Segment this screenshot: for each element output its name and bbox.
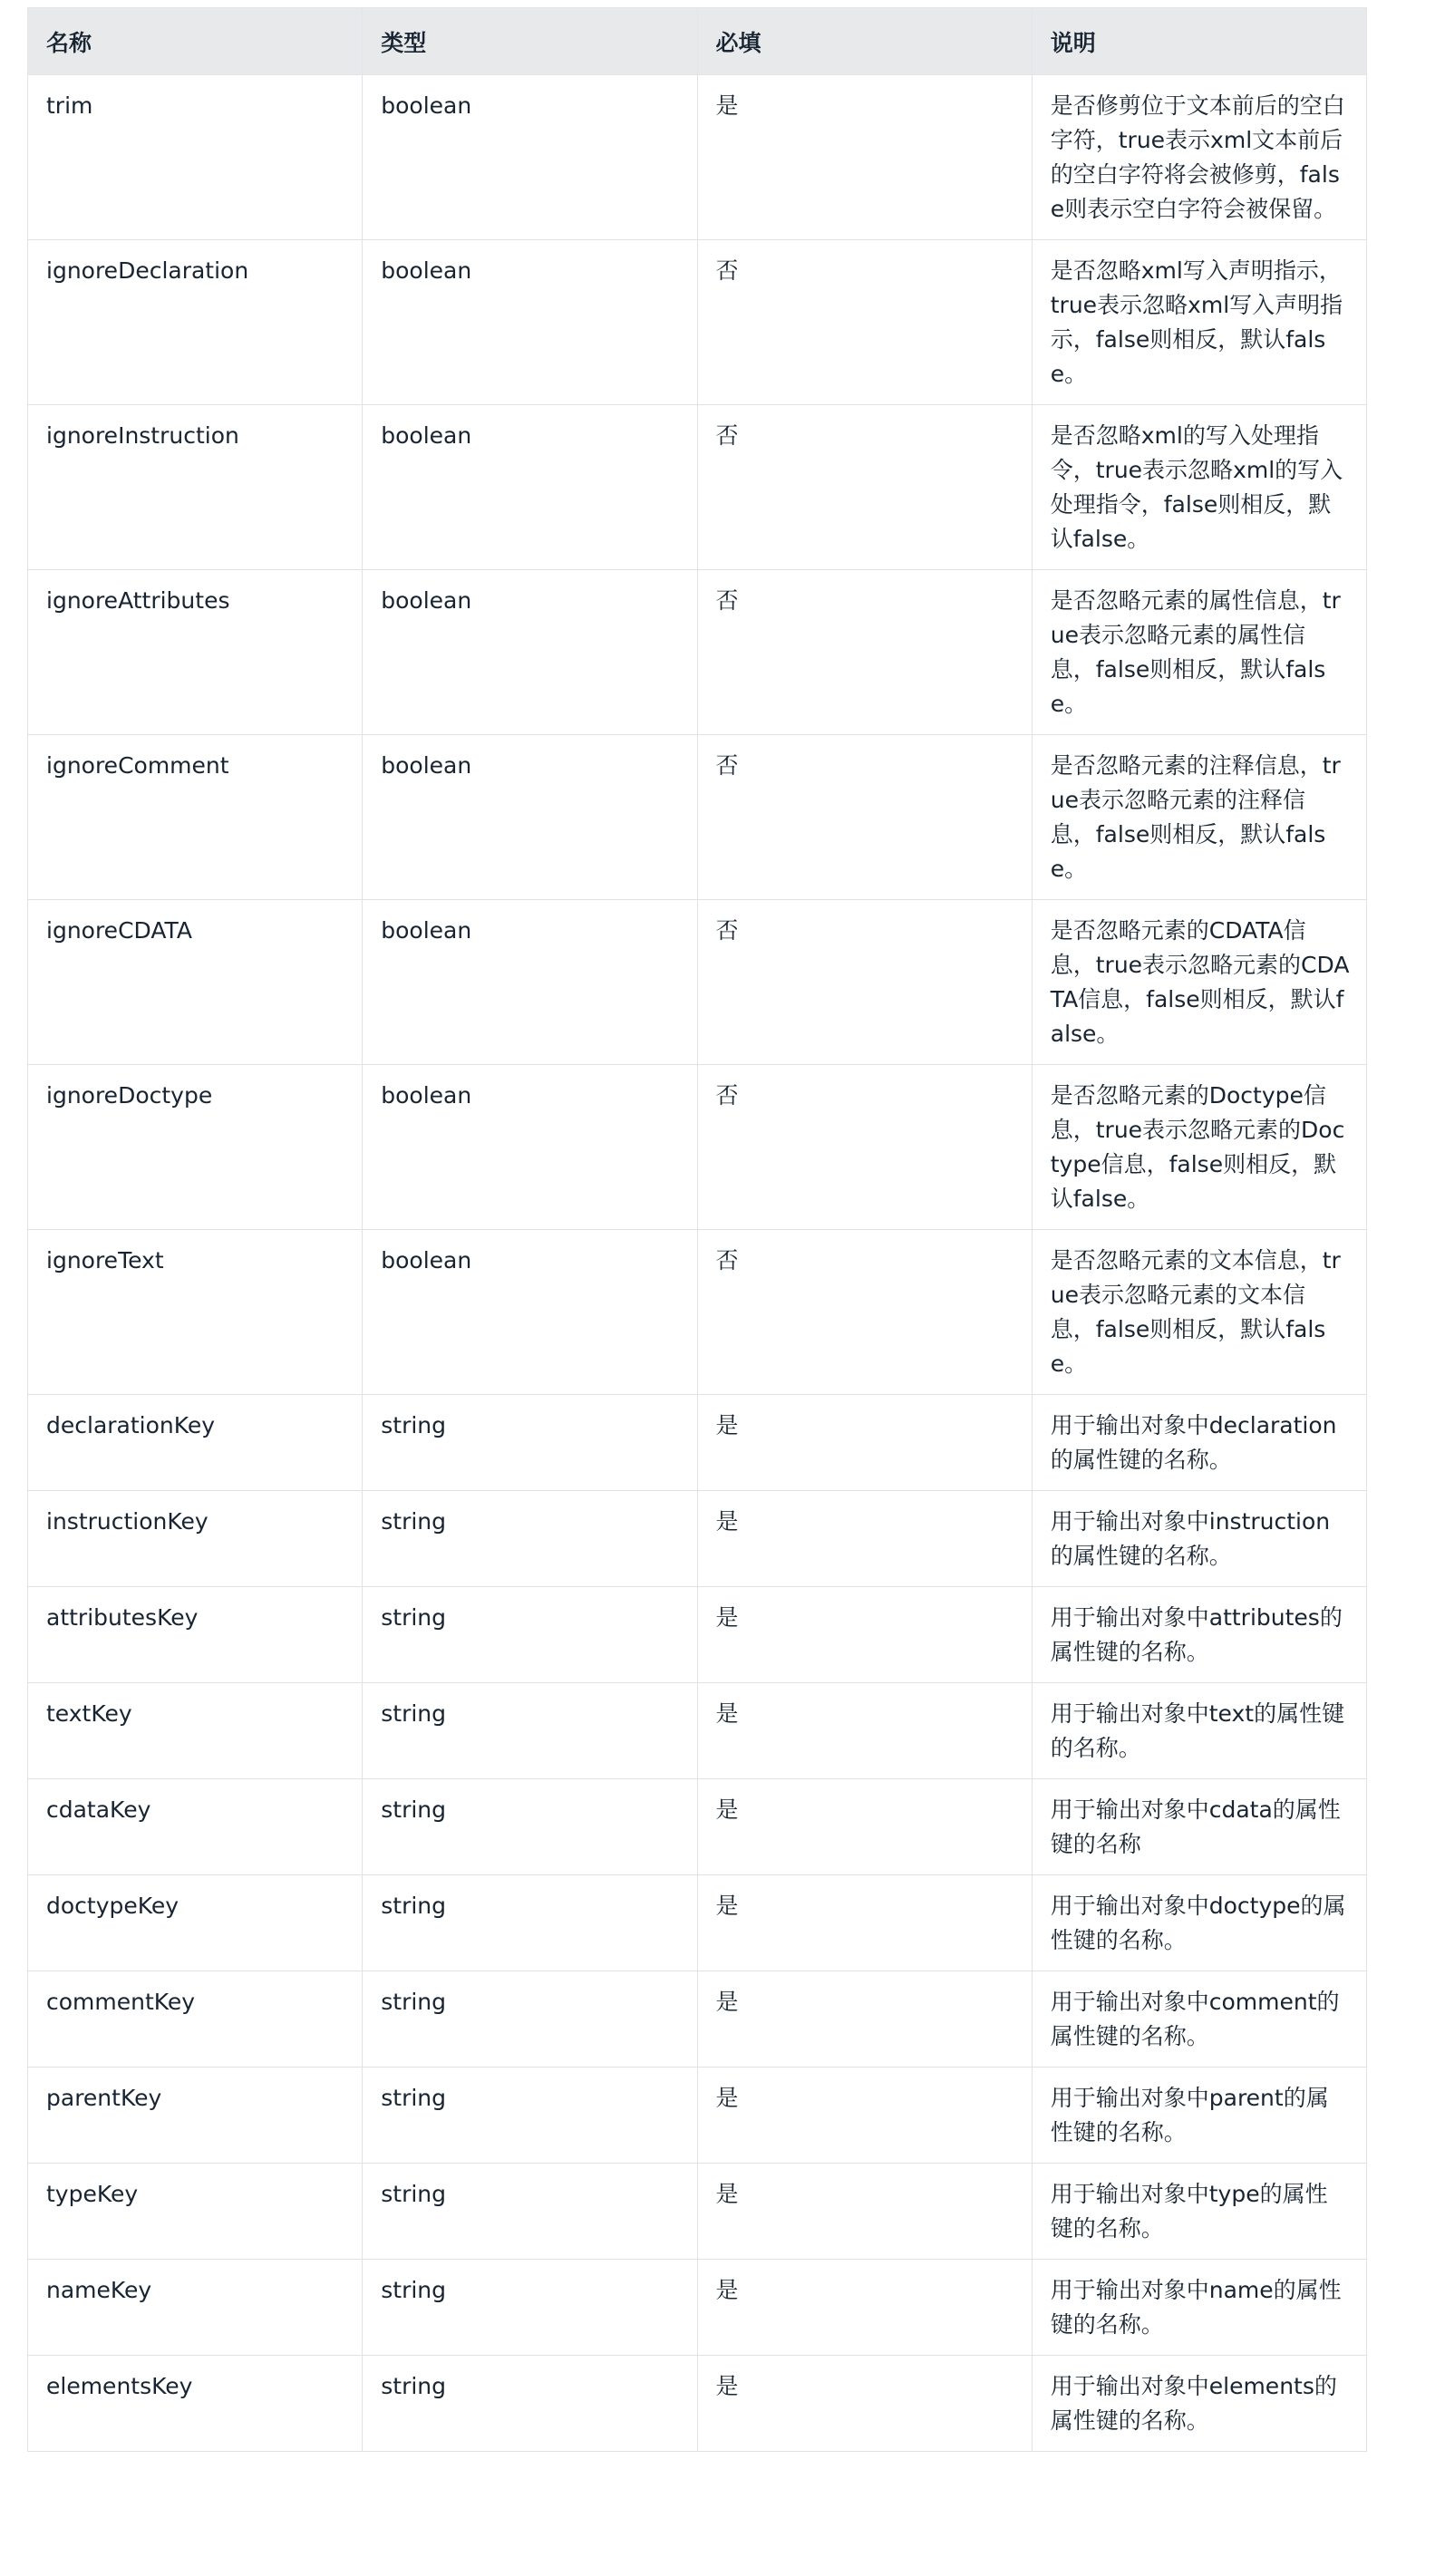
table-row [28, 735, 1367, 900]
param-type-cell: string [363, 1683, 697, 1779]
param-description-cell: 用于输出对象中name的属性键的名称。 [1032, 2260, 1366, 2356]
param-name-cell: parentKey [28, 2068, 363, 2164]
param-description-cell: 用于输出对象中doctype的属性键的名称。 [1032, 1875, 1366, 1971]
param-type-cell: string [363, 1779, 697, 1875]
param-name-cell: ignoreAttributes [28, 570, 363, 735]
table-row [28, 1875, 1367, 1971]
param-description-cell: 用于输出对象中parent的属性键的名称。 [1032, 2068, 1366, 2164]
param-required-cell: 是 [697, 1971, 1032, 2068]
param-type-cell: string [363, 2356, 697, 2452]
param-description-cell: 是否修剪位于文本前后的空白字符，true表示xml文本前后的空白字符将会被修剪，false则表示空白字符会被保留。 [1032, 75, 1366, 240]
param-description-cell: 用于输出对象中comment的属性键的名称。 [1032, 1971, 1366, 2068]
header-description: 说明 [1032, 8, 1366, 75]
param-name-cell: instructionKey [28, 1491, 363, 1587]
param-required-cell: 否 [697, 1065, 1032, 1230]
param-type-cell: string [363, 1587, 697, 1683]
param-description-cell: 用于输出对象中type的属性键的名称。 [1032, 2164, 1366, 2260]
param-name-cell: ignoreComment [28, 735, 363, 900]
param-name-cell: attributesKey [28, 1587, 363, 1683]
param-required-cell: 是 [697, 1875, 1032, 1971]
param-required-cell: 否 [697, 735, 1032, 900]
param-name-cell: nameKey [28, 2260, 363, 2356]
param-required-cell: 否 [697, 570, 1032, 735]
param-type-cell: boolean [363, 900, 697, 1065]
param-required-cell: 是 [697, 2164, 1032, 2260]
table-row [28, 1779, 1367, 1875]
param-name-cell: typeKey [28, 2164, 363, 2260]
param-required-cell: 否 [697, 405, 1032, 570]
table-row [28, 1491, 1367, 1587]
table-row [28, 2164, 1367, 2260]
table-row [28, 240, 1367, 405]
table-row [28, 2260, 1367, 2356]
table-row [28, 570, 1367, 735]
param-name-cell: commentKey [28, 1971, 363, 2068]
param-name-cell: cdataKey [28, 1779, 363, 1875]
param-required-cell: 是 [697, 1587, 1032, 1683]
param-type-cell: boolean [363, 1065, 697, 1230]
param-name-cell: trim [28, 75, 363, 240]
param-type-cell: string [363, 2260, 697, 2356]
table-row [28, 1683, 1367, 1779]
param-type-cell: boolean [363, 735, 697, 900]
param-name-cell: ignoreDeclaration [28, 240, 363, 405]
table-row [28, 1395, 1367, 1491]
header-required: 必填 [697, 8, 1032, 75]
param-description-cell: 用于输出对象中attributes的属性键的名称。 [1032, 1587, 1366, 1683]
param-type-cell: string [363, 2068, 697, 2164]
param-type-cell: boolean [363, 240, 697, 405]
param-description-cell: 是否忽略xml写入声明指示，true表示忽略xml写入声明指示，false则相反，默认false。 [1032, 240, 1366, 405]
param-type-cell: string [363, 1875, 697, 1971]
param-name-cell: ignoreDoctype [28, 1065, 363, 1230]
table-header [28, 8, 1367, 75]
param-type-cell: boolean [363, 1230, 697, 1395]
param-type-cell: string [363, 1491, 697, 1587]
param-name-cell: ignoreCDATA [28, 900, 363, 1065]
table-row [28, 1971, 1367, 2068]
param-description-cell: 是否忽略元素的CDATA信息，true表示忽略元素的CDATA信息，false则相反，默认false。 [1032, 900, 1366, 1065]
param-description-cell: 用于输出对象中elements的属性键的名称。 [1032, 2356, 1366, 2452]
table-row [28, 2356, 1367, 2452]
param-description-cell: 用于输出对象中cdata的属性键的名称 [1032, 1779, 1366, 1875]
param-name-cell: textKey [28, 1683, 363, 1779]
param-required-cell: 是 [697, 1491, 1032, 1587]
header-name: 名称 [28, 8, 363, 75]
param-name-cell: elementsKey [28, 2356, 363, 2452]
param-type-cell: boolean [363, 75, 697, 240]
param-type-cell: string [363, 2164, 697, 2260]
param-name-cell: ignoreText [28, 1230, 363, 1395]
param-name-cell: ignoreInstruction [28, 405, 363, 570]
param-description-cell: 是否忽略元素的注释信息，true表示忽略元素的注释信息，false则相反，默认false。 [1032, 735, 1366, 900]
table-row [28, 75, 1367, 240]
param-description-cell: 是否忽略元素的文本信息，true表示忽略元素的文本信息，false则相反，默认false。 [1032, 1230, 1366, 1395]
param-required-cell: 否 [697, 1230, 1032, 1395]
param-description-cell: 用于输出对象中text的属性键的名称。 [1032, 1683, 1366, 1779]
table-row [28, 2068, 1367, 2164]
param-description-cell: 用于输出对象中instruction的属性键的名称。 [1032, 1491, 1366, 1587]
table-row [28, 1230, 1367, 1395]
table-row [28, 1065, 1367, 1230]
param-type-cell: string [363, 1395, 697, 1491]
table-row [28, 900, 1367, 1065]
param-required-cell: 是 [697, 2356, 1032, 2452]
param-type-cell: boolean [363, 405, 697, 570]
parameter-table-container [27, 7, 1366, 2452]
param-name-cell: declarationKey [28, 1395, 363, 1491]
table-row [28, 405, 1367, 570]
param-description-cell: 用于输出对象中declaration的属性键的名称。 [1032, 1395, 1366, 1491]
header-row [28, 8, 1367, 75]
param-required-cell: 否 [697, 240, 1032, 405]
param-required-cell: 是 [697, 2260, 1032, 2356]
param-required-cell: 是 [697, 2068, 1032, 2164]
param-required-cell: 是 [697, 1395, 1032, 1491]
param-type-cell: boolean [363, 570, 697, 735]
param-type-cell: string [363, 1971, 697, 2068]
table-body [28, 75, 1367, 2452]
table-row [28, 1587, 1367, 1683]
param-name-cell: doctypeKey [28, 1875, 363, 1971]
param-required-cell: 是 [697, 1779, 1032, 1875]
param-description-cell: 是否忽略元素的Doctype信息，true表示忽略元素的Doctype信息，false则相反，默认false。 [1032, 1065, 1366, 1230]
param-required-cell: 否 [697, 900, 1032, 1065]
header-type: 类型 [363, 8, 697, 75]
param-required-cell: 是 [697, 1683, 1032, 1779]
parameter-table [27, 7, 1367, 2452]
param-description-cell: 是否忽略元素的属性信息，true表示忽略元素的属性信息，false则相反，默认false。 [1032, 570, 1366, 735]
param-description-cell: 是否忽略xml的写入处理指令，true表示忽略xml的写入处理指令，false则相反，默认false。 [1032, 405, 1366, 570]
param-required-cell: 是 [697, 75, 1032, 240]
